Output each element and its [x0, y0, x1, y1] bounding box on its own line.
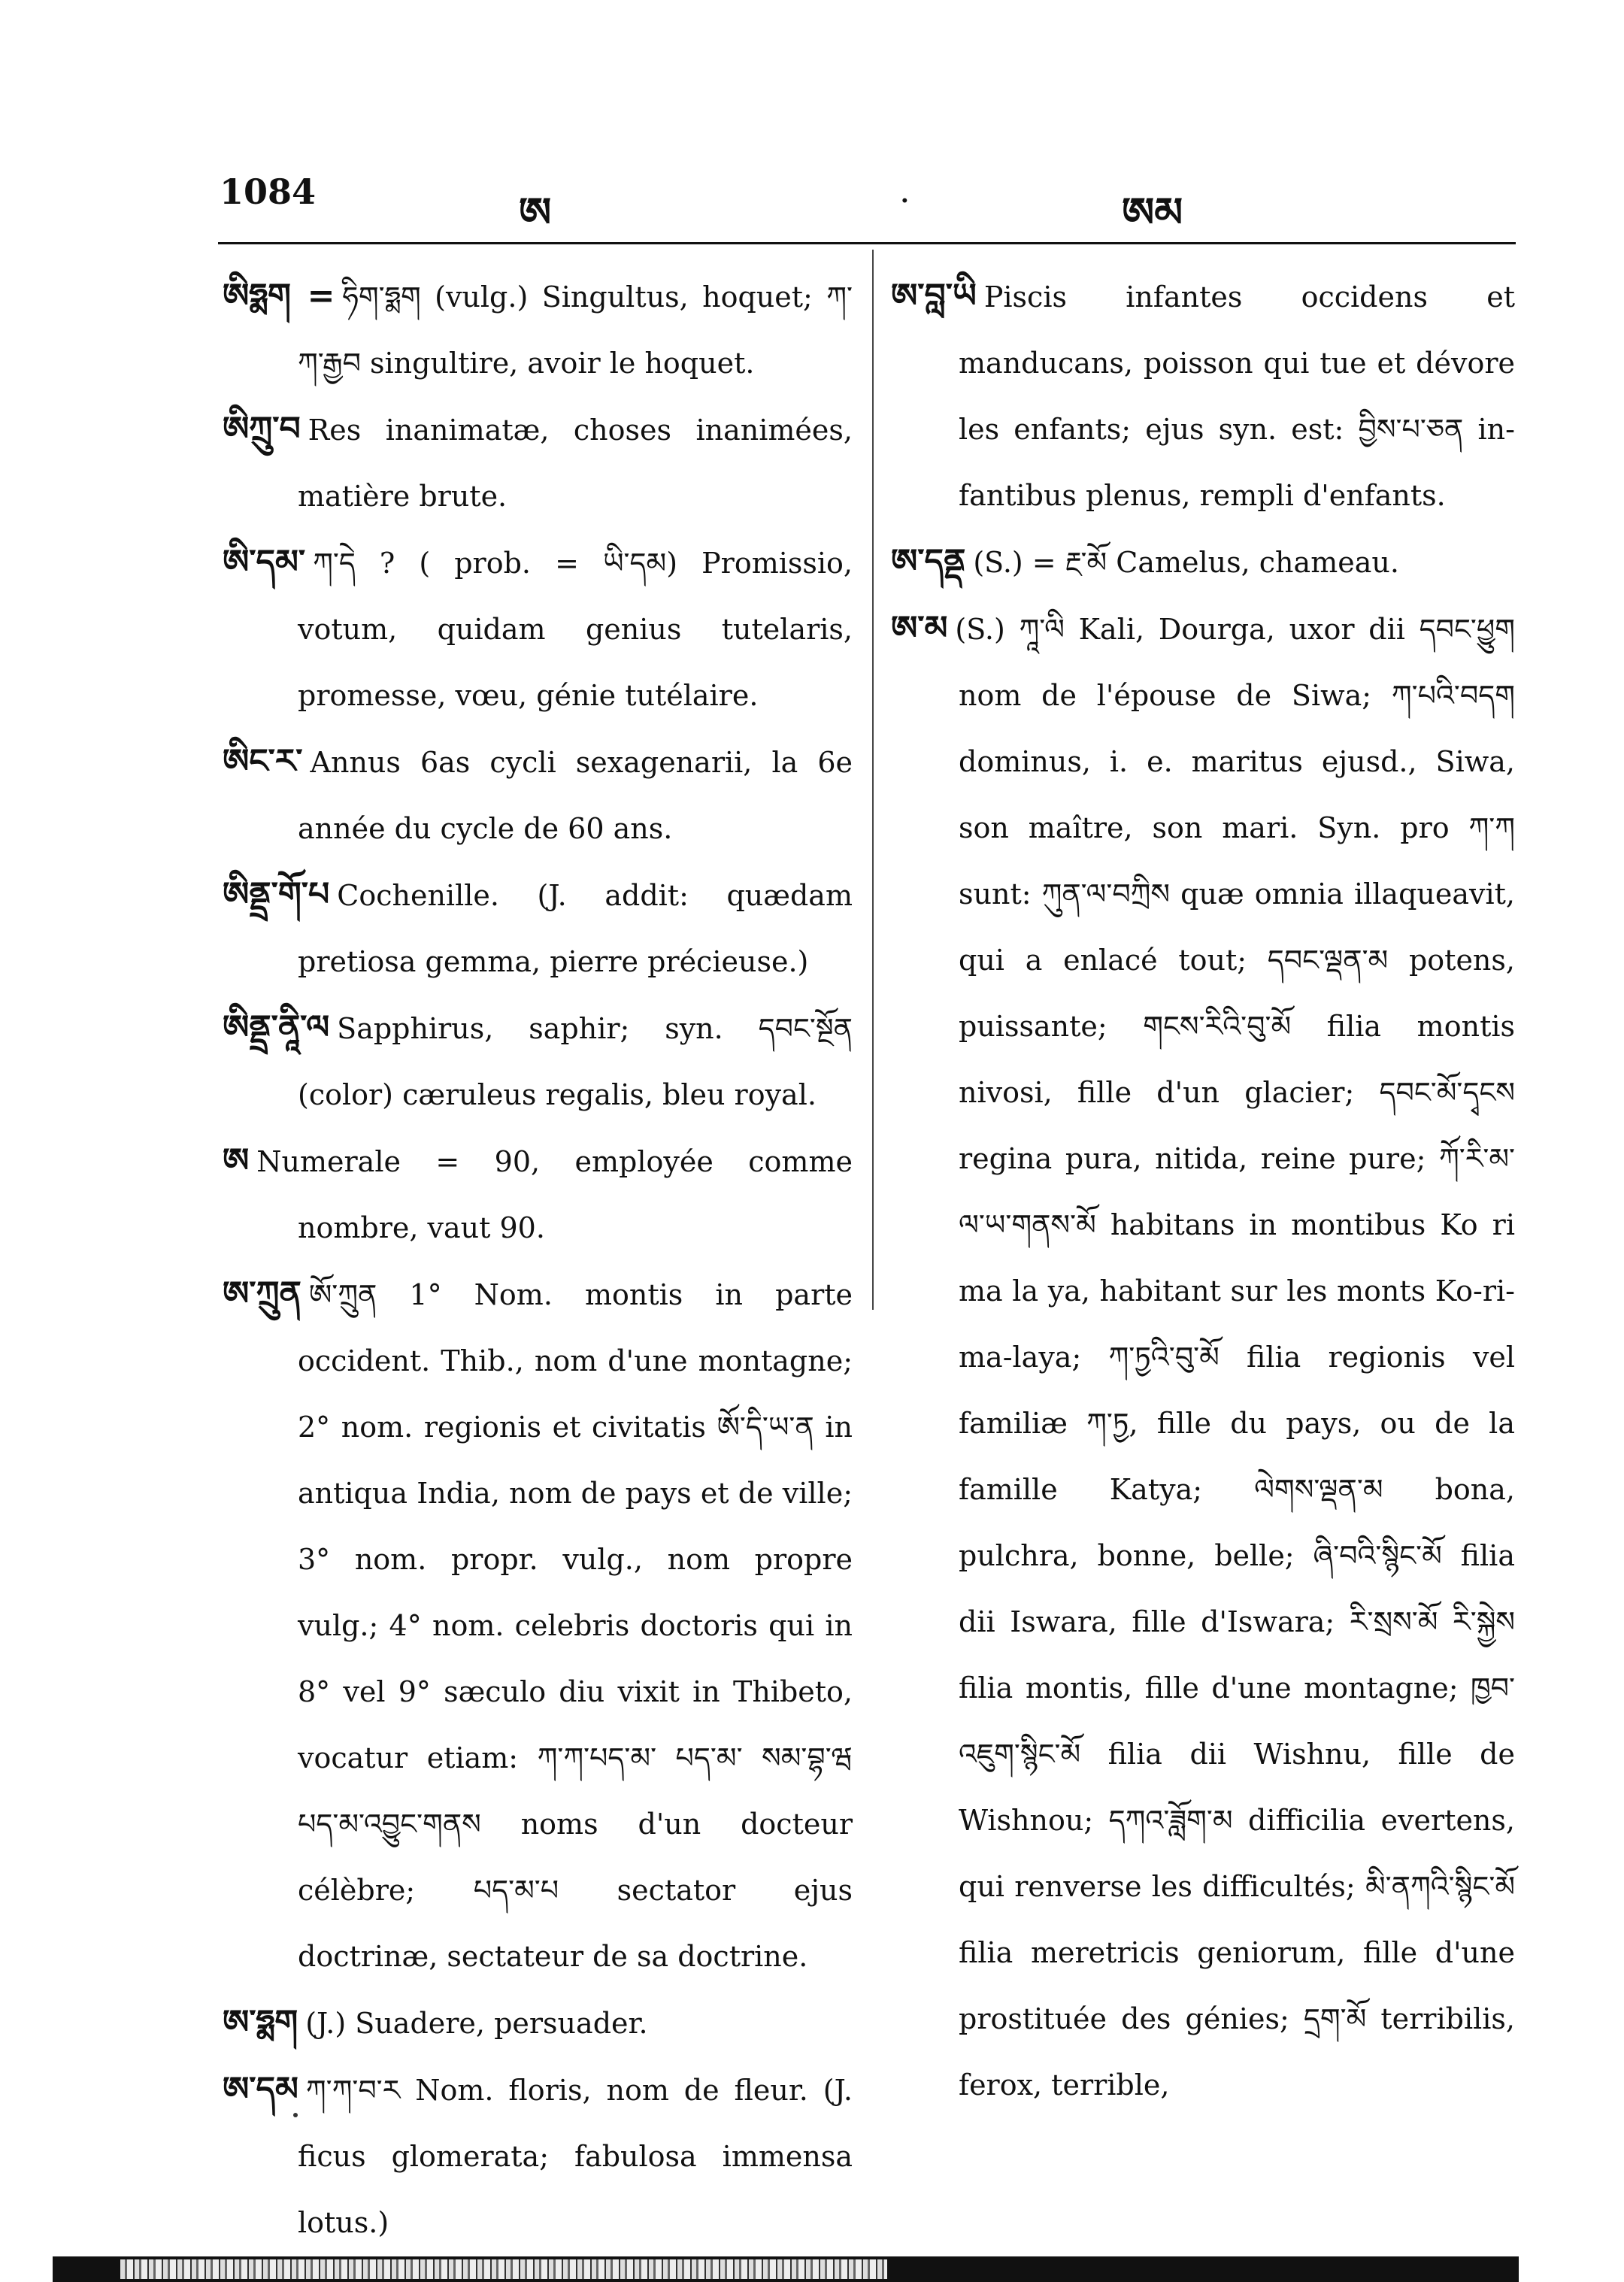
entry-text: ཀ་ཀ་བ་ར Nom. floris, nom de fleur. (J. ficus glomerata; fabulosa immensa lotus.) [298, 2074, 853, 2239]
entry-text: ཀ་དེ ? ( prob. = ཡི་དམ) Promissio, votum, quidam genius tutelaris, promesse, vœu, génie tutélaire. [298, 547, 853, 712]
entry-headword: ཨིཀྲུ་བ [223, 410, 301, 448]
stray-ink-mark [293, 2113, 298, 2117]
entry-headword: ཨ་ཀྲུན [223, 1274, 301, 1313]
entry-headword: ཨ [223, 1141, 250, 1180]
entry-text: Annus 6as cycli sexagenarii, la 6e année du cycle de 60 ans. [298, 746, 853, 845]
entry-text: Cochenille. (J. addit: quædam pretiosa gemma, pierre précieuse.) [298, 879, 853, 978]
entry-text: (J.) Suadere, persuader. [305, 2007, 648, 2040]
entry-headword: ཨི་དམ་ [223, 543, 306, 581]
left-column [223, 263, 853, 2256]
dictionary-entry [223, 862, 853, 995]
dictionary-entry [891, 596, 1515, 2118]
header-separator-dot: . [899, 170, 910, 211]
entry-headword: ཨིཧྨག = [223, 277, 335, 315]
dictionary-entry [223, 529, 853, 729]
column-divider [872, 250, 874, 1310]
entry-text: (S.) ཀཱ་ལི Kali, Dourga, uxor dii དབང་ཕྱུག nom de l'épouse de Siwa; ཀ་པའི་བདག dominus, i. e. maritus ejusd., Siwa, son maître, son mari. Syn. pro ཀ་ཀ sunt: ཀུན་ལ་བཀྲིས quæ omnia illaqueavit, qui a enlacé tout; དབང་ལྡན་མ potens, puissante; གངས་རིའི་བུ་མོ filia montis nivosi, fille d'un glacier; དབང་མོ་དྭངས regina pura, nitida, reine pure; ཀོ་རི་མ་ལ་ཡ་གནས་མོ habitans in montibus Ko ri ma la ya, habitant sur les monts Ko-ri-ma-laya; ཀ་ཏྱའི་བུ་མོ filia regionis vel familiæ ཀ་ཏྱ, fille du pays, ou de la famille Katya; ལེགས་ལྡན་མ bona, pulchra, bonne, belle; ཞི་བའི་སྙིང་མོ filia dii Iswara, fille d'Iswara; རི་སྲས་མོ རི་སྐྱེས filia montis, fille d'une montagne; ཁྱབ་འཇུག་སྙིང་མོ filia dii Wishnu, fille de Wishnou; དཀའ་ཟློག་མ difficilia evertens, qui renverse les difficultés; མི་ནཀའི་སྙིང་མོ filia meretricis geniorum, fille d'une prostituée des génies; དྲག་མོ terribilis, ferox, terrible, [955, 613, 1515, 2102]
running-headword-left: ཨ [519, 188, 552, 236]
dictionary-entry [223, 995, 853, 1128]
entry-text: ཨོ་ཀྲུན 1° Nom. montis in parte occident. Thib., nom d'une montagne; 2° nom. regionis et civitatis ཨོ་དི་ཡ་ན in antiqua India, nom de pays et de ville; 3° nom. propr. vulg., nom propre vulg.; 4° nom. celebris doctoris qui in 8° vel 9° sæculo diu vixit in Thibeto, vocatur etiam: ཀ་ཀ་པད་མ་ པད་མ་ སམ་བྷ་ཝ པད་མ་འབྱུང་གནས noms d'un docteur célèbre; པད་མ་པ sectator ejus doctrinæ, sectateur de sa doctrine. [298, 1278, 853, 1973]
entry-headword: ཨ་དནྡ [891, 542, 966, 580]
right-column [891, 263, 1515, 2118]
running-headword-right: ཨམ [1122, 188, 1183, 236]
entry-text: ཧིག་ཧྨག (vulg.) Singultus, hoquet; ཀ་ཀ་རྒྱབ singultire, avoir le hoquet. [298, 280, 853, 380]
entry-text: (S.) = རྔ་མོ Camelus, chameau. [973, 546, 1399, 579]
entry-text: Res inanimatæ, choses inanimées, matière brute. [298, 414, 853, 513]
page-number: 1084 [220, 171, 317, 212]
entry-headword: ཨ་མ [891, 609, 948, 647]
entry-headword: ཨ་བླ་ཡི [891, 277, 977, 315]
entry-headword: ཨིནྡྲ་ནཱི་ལ [223, 1008, 330, 1047]
entry-headword: ཨིནྡྲ་གོ་པ [223, 875, 330, 914]
entry-headword: ཨིང་ར་ [223, 742, 303, 780]
dictionary-entry [223, 1261, 853, 1990]
header-rule [218, 242, 1516, 244]
dictionary-entry [891, 263, 1515, 529]
entry-text: Numerale = 90, employée comme nombre, vaut 90. [256, 1145, 853, 1244]
entry-text: Sapphirus, saphir; syn. དབང་སྔོན (color) cæruleus regalis, bleu royal. [298, 1012, 853, 1111]
dictionary-entry [223, 1128, 853, 1261]
entry-headword: ཨ་ཧྨག [223, 2003, 298, 2041]
scan-edge-bar [53, 2256, 1519, 2282]
dictionary-entry [223, 396, 853, 529]
dictionary-entry [223, 263, 853, 396]
dictionary-entry [223, 1990, 853, 2056]
dictionary-entry [223, 729, 853, 862]
dictionary-entry [223, 2056, 853, 2256]
entry-text: Piscis infantes occidens et manducans, poisson qui tue et dévore les enfants; ejus syn. est: བྱིས་པ་ཅན in-fantibus plenus, rempli d'enfants. [959, 280, 1515, 512]
dictionary-entry [891, 529, 1515, 596]
entry-headword: ཨ་དམ [223, 2070, 298, 2108]
